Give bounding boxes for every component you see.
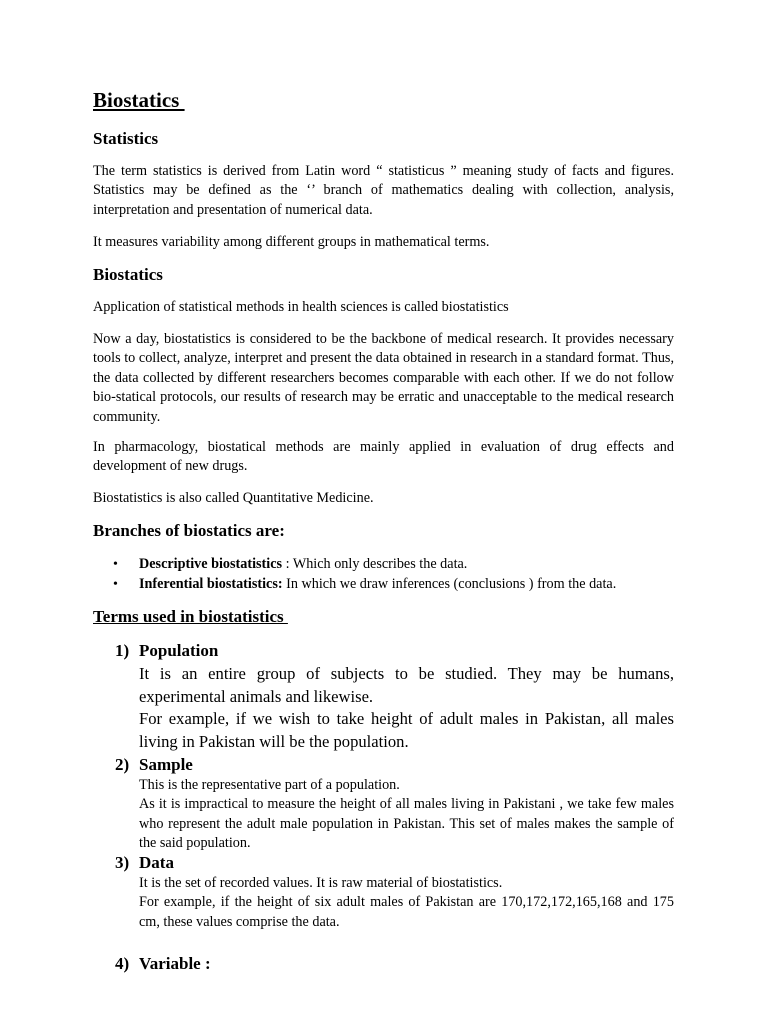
term-number: 3): [115, 853, 130, 872]
statistics-heading: Statistics: [93, 129, 159, 148]
branches-heading: Branches of biostatics are:: [93, 521, 285, 540]
term-number: 1): [115, 641, 130, 660]
biostatics-heading: Biostatics: [93, 265, 163, 284]
term-line: It is an entire group of subjects to be studied. They may be humans, experimental animals and likewise.: [139, 664, 674, 706]
term-line: It is the set of recorded values. It is raw material of biostatistics.: [139, 875, 503, 891]
term-body: [139, 776, 674, 854]
branches-list: [93, 555, 616, 594]
term-line: For example, if the height of six adult males of Pakistan are 170,172,172,165,168 and 175 cm, these values comprise the data.: [139, 894, 674, 930]
statistics-variability-paragraph: It measures variability among different groups in mathematical terms.: [93, 234, 490, 250]
list-item: [93, 555, 616, 575]
branch-description: : Which only describes the data.: [282, 556, 468, 572]
term-heading: Population: [139, 641, 219, 660]
branch-description: In which we draw inferences (conclusions ) from the data.: [282, 575, 617, 592]
biostatics-pharmacology-paragraph: In pharmacology, biostatical methods are mainly applied in evaluation of drug effects and development of new drugs.: [93, 439, 674, 475]
term-body: [139, 663, 674, 753]
term-number: 4): [115, 954, 130, 973]
term-heading: Data: [139, 853, 174, 872]
terms-heading: Terms used in biostatistics: [93, 607, 288, 626]
bullet-icon: •: [113, 576, 118, 592]
branch-term: Inferential biostatistics:: [139, 575, 283, 592]
term-number: 2): [115, 755, 130, 774]
term-line: As it is impractical to measure the height of all males living in Pakistani , we take few males who represent the adult male population in Pakistan. This set of males makes the sample of the said population.: [139, 796, 674, 852]
term-heading: Variable :: [139, 954, 211, 973]
document-title: Biostatics: [93, 88, 185, 112]
statistics-definition-paragraph: The term statistics is derived from Latin word “ statisticus ” meaning study of facts and figures. Statistics may be defined as the ‘’ branch of mathematics dealing with collection, analysis, interpretation and presentation of numerical data.: [93, 163, 674, 218]
biostatics-definition-paragraph: Application of statistical methods in health sciences is called biostatistics: [93, 299, 509, 315]
bullet-icon: •: [113, 557, 118, 572]
term-line: This is the representative part of a population.: [139, 777, 400, 793]
term-body: [139, 874, 674, 932]
biostatics-quantitative-paragraph: Biostatistics is also called Quantitative Medicine.: [93, 490, 374, 506]
branch-term: Descriptive biostatistics: [139, 556, 283, 572]
list-item: [93, 575, 616, 595]
term-line: For example, if we wish to take height of adult males in Pakistan, all males living in Pakistan will be the population.: [139, 709, 674, 751]
term-heading: Sample: [139, 755, 193, 774]
biostatics-backbone-paragraph: Now a day, biostatistics is considered to be the backbone of medical research. It provides necessary tools to collect, analyze, interpret and present the data obtained in research in a standard format. Thus, the data collected by different researchers becomes comparable with each other. If we do not follow bio-statical protocols, our results of research may be erratic and unacceptable to the medical research community.: [93, 331, 674, 425]
